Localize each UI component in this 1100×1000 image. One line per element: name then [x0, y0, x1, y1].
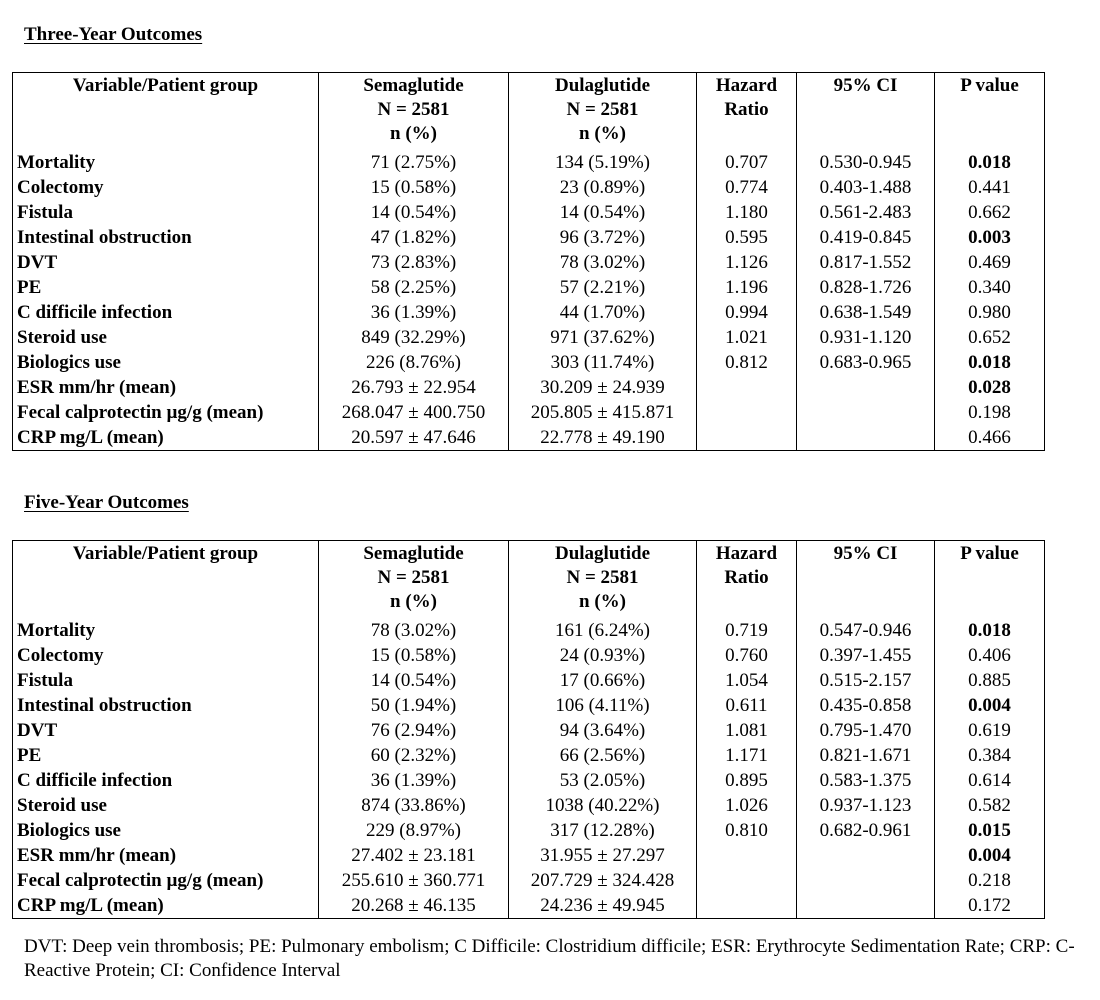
- table-row: [13, 893, 1045, 919]
- cell-ci: 0.828-1.726: [797, 275, 935, 300]
- cell-dulaglutide: 24 (0.93%): [509, 643, 697, 668]
- cell-hazard-ratio: [697, 893, 797, 919]
- cell-hazard-ratio: 1.021: [697, 325, 797, 350]
- header-variable: Variable/Patient group: [13, 541, 319, 619]
- cell-p-value: 0.469: [935, 250, 1045, 275]
- cell-p-value: 0.015: [935, 818, 1045, 843]
- row-label: C difficile infection: [13, 300, 319, 325]
- cell-hazard-ratio: [697, 400, 797, 425]
- row-label: Steroid use: [13, 325, 319, 350]
- cell-ci: 0.515-2.157: [797, 668, 935, 693]
- cell-p-value: 0.466: [935, 425, 1045, 451]
- cell-semaglutide: 226 (8.76%): [319, 350, 509, 375]
- row-label: Colectomy: [13, 643, 319, 668]
- cell-p-value: 0.384: [935, 743, 1045, 768]
- header-dulaglutide: Dulaglutide N = 2581 n (%): [509, 73, 697, 151]
- cell-semaglutide: 58 (2.25%): [319, 275, 509, 300]
- table-row: [13, 275, 1045, 300]
- cell-dulaglutide: 971 (37.62%): [509, 325, 697, 350]
- cell-semaglutide: 73 (2.83%): [319, 250, 509, 275]
- cell-hazard-ratio: 0.774: [697, 175, 797, 200]
- cell-p-value: 0.652: [935, 325, 1045, 350]
- cell-hazard-ratio: 1.054: [697, 668, 797, 693]
- cell-dulaglutide: 14 (0.54%): [509, 200, 697, 225]
- cell-p-value: 0.980: [935, 300, 1045, 325]
- cell-dulaglutide: 161 (6.24%): [509, 618, 697, 643]
- cell-semaglutide: 20.268 ± 46.135: [319, 893, 509, 919]
- three-year-title: Three-Year Outcomes: [24, 24, 203, 45]
- row-label: Fistula: [13, 668, 319, 693]
- cell-p-value: 0.004: [935, 843, 1045, 868]
- cell-hazard-ratio: 1.180: [697, 200, 797, 225]
- cell-hazard-ratio: 0.895: [697, 768, 797, 793]
- cell-ci: 0.547-0.946: [797, 618, 935, 643]
- cell-hazard-ratio: 1.171: [697, 743, 797, 768]
- header-ci: 95% CI: [797, 73, 935, 151]
- cell-p-value: 0.028: [935, 375, 1045, 400]
- row-label: Mortality: [13, 150, 319, 175]
- cell-ci: 0.937-1.123: [797, 793, 935, 818]
- three-year-table: [12, 72, 1045, 451]
- table-row: [13, 743, 1045, 768]
- row-label: C difficile infection: [13, 768, 319, 793]
- row-label: Colectomy: [13, 175, 319, 200]
- cell-semaglutide: 14 (0.54%): [319, 200, 509, 225]
- cell-p-value: 0.003: [935, 225, 1045, 250]
- cell-p-value: 0.340: [935, 275, 1045, 300]
- table-row: [13, 250, 1045, 275]
- cell-dulaglutide: 303 (11.74%): [509, 350, 697, 375]
- cell-semaglutide: 27.402 ± 23.181: [319, 843, 509, 868]
- cell-dulaglutide: 53 (2.05%): [509, 768, 697, 793]
- header-p-value: P value: [935, 541, 1045, 619]
- cell-semaglutide: 15 (0.58%): [319, 175, 509, 200]
- cell-hazard-ratio: 1.026: [697, 793, 797, 818]
- cell-ci: 0.682-0.961: [797, 818, 935, 843]
- table-row: [13, 643, 1045, 668]
- cell-dulaglutide: 30.209 ± 24.939: [509, 375, 697, 400]
- cell-dulaglutide: 22.778 ± 49.190: [509, 425, 697, 451]
- cell-dulaglutide: 205.805 ± 415.871: [509, 400, 697, 425]
- footnote: DVT: Deep vein thrombosis; PE: Pulmonary embolism; C Difficile: Clostridium difficile; ESR: Erythrocyte Sedimentation Rate; CRP: C-Reactive Protein; CI: Confidence Interval: [24, 936, 1075, 981]
- cell-ci: 0.583-1.375: [797, 768, 935, 793]
- cell-ci: 0.419-0.845: [797, 225, 935, 250]
- cell-semaglutide: 76 (2.94%): [319, 718, 509, 743]
- cell-semaglutide: 268.047 ± 400.750: [319, 400, 509, 425]
- cell-ci: 0.530-0.945: [797, 150, 935, 175]
- cell-dulaglutide: 17 (0.66%): [509, 668, 697, 693]
- row-label: Fecal calprotectin µg/g (mean): [13, 400, 319, 425]
- cell-hazard-ratio: [697, 843, 797, 868]
- cell-ci: 0.397-1.455: [797, 643, 935, 668]
- cell-hazard-ratio: 0.595: [697, 225, 797, 250]
- cell-hazard-ratio: 1.196: [697, 275, 797, 300]
- cell-p-value: 0.198: [935, 400, 1045, 425]
- row-label: Fecal calprotectin µg/g (mean): [13, 868, 319, 893]
- table-row: [13, 400, 1045, 425]
- cell-hazard-ratio: 1.126: [697, 250, 797, 275]
- cell-hazard-ratio: 0.719: [697, 618, 797, 643]
- row-label: PE: [13, 743, 319, 768]
- cell-p-value: 0.619: [935, 718, 1045, 743]
- row-label: Mortality: [13, 618, 319, 643]
- cell-semaglutide: 36 (1.39%): [319, 300, 509, 325]
- cell-ci: [797, 375, 935, 400]
- cell-dulaglutide: 106 (4.11%): [509, 693, 697, 718]
- cell-p-value: 0.218: [935, 868, 1045, 893]
- cell-semaglutide: 874 (33.86%): [319, 793, 509, 818]
- header-p-value: P value: [935, 73, 1045, 151]
- cell-p-value: 0.406: [935, 643, 1045, 668]
- cell-dulaglutide: 78 (3.02%): [509, 250, 697, 275]
- row-label: DVT: [13, 718, 319, 743]
- cell-ci: [797, 425, 935, 451]
- cell-semaglutide: 15 (0.58%): [319, 643, 509, 668]
- table-row: [13, 818, 1045, 843]
- cell-hazard-ratio: 1.081: [697, 718, 797, 743]
- cell-dulaglutide: 207.729 ± 324.428: [509, 868, 697, 893]
- table-row: [13, 350, 1045, 375]
- header-semaglutide: Semaglutide N = 2581 n (%): [319, 73, 509, 151]
- cell-semaglutide: 14 (0.54%): [319, 668, 509, 693]
- cell-ci: 0.821-1.671: [797, 743, 935, 768]
- cell-ci: 0.435-0.858: [797, 693, 935, 718]
- cell-semaglutide: 60 (2.32%): [319, 743, 509, 768]
- cell-hazard-ratio: 0.812: [697, 350, 797, 375]
- cell-p-value: 0.441: [935, 175, 1045, 200]
- cell-ci: 0.817-1.552: [797, 250, 935, 275]
- cell-semaglutide: 71 (2.75%): [319, 150, 509, 175]
- cell-semaglutide: 47 (1.82%): [319, 225, 509, 250]
- cell-hazard-ratio: 0.810: [697, 818, 797, 843]
- row-label: Intestinal obstruction: [13, 225, 319, 250]
- cell-semaglutide: 20.597 ± 47.646: [319, 425, 509, 451]
- cell-ci: [797, 893, 935, 919]
- header-ci: 95% CI: [797, 541, 935, 619]
- cell-p-value: 0.004: [935, 693, 1045, 718]
- cell-dulaglutide: 57 (2.21%): [509, 275, 697, 300]
- cell-p-value: 0.885: [935, 668, 1045, 693]
- table-row: [13, 325, 1045, 350]
- cell-hazard-ratio: [697, 868, 797, 893]
- cell-hazard-ratio: [697, 425, 797, 451]
- cell-semaglutide: 36 (1.39%): [319, 768, 509, 793]
- row-label: Steroid use: [13, 793, 319, 818]
- cell-hazard-ratio: 0.707: [697, 150, 797, 175]
- cell-semaglutide: 50 (1.94%): [319, 693, 509, 718]
- cell-dulaglutide: 66 (2.56%): [509, 743, 697, 768]
- cell-p-value: 0.662: [935, 200, 1045, 225]
- table-row: [13, 868, 1045, 893]
- table-row: [13, 693, 1045, 718]
- five-year-table: [12, 540, 1045, 919]
- cell-semaglutide: 78 (3.02%): [319, 618, 509, 643]
- cell-ci: 0.683-0.965: [797, 350, 935, 375]
- cell-dulaglutide: 44 (1.70%): [509, 300, 697, 325]
- table-row: [13, 768, 1045, 793]
- table-row: [13, 843, 1045, 868]
- cell-dulaglutide: 96 (3.72%): [509, 225, 697, 250]
- table-row: [13, 793, 1045, 818]
- cell-dulaglutide: 94 (3.64%): [509, 718, 697, 743]
- cell-ci: 0.403-1.488: [797, 175, 935, 200]
- cell-dulaglutide: 1038 (40.22%): [509, 793, 697, 818]
- cell-p-value: 0.614: [935, 768, 1045, 793]
- cell-ci: 0.638-1.549: [797, 300, 935, 325]
- table-row: [13, 375, 1045, 400]
- cell-p-value: 0.018: [935, 618, 1045, 643]
- cell-p-value: 0.582: [935, 793, 1045, 818]
- table-header-row: [13, 73, 1045, 151]
- cell-p-value: 0.172: [935, 893, 1045, 919]
- cell-hazard-ratio: 0.611: [697, 693, 797, 718]
- table-row: [13, 200, 1045, 225]
- row-label: Biologics use: [13, 818, 319, 843]
- cell-dulaglutide: 134 (5.19%): [509, 150, 697, 175]
- cell-ci: 0.795-1.470: [797, 718, 935, 743]
- header-variable: Variable/Patient group: [13, 73, 319, 151]
- cell-dulaglutide: 31.955 ± 27.297: [509, 843, 697, 868]
- row-label: Intestinal obstruction: [13, 693, 319, 718]
- cell-semaglutide: 229 (8.97%): [319, 818, 509, 843]
- row-label: ESR mm/hr (mean): [13, 843, 319, 868]
- table-row: [13, 718, 1045, 743]
- row-label: DVT: [13, 250, 319, 275]
- cell-ci: [797, 400, 935, 425]
- row-label: CRP mg/L (mean): [13, 893, 319, 919]
- cell-dulaglutide: 317 (12.28%): [509, 818, 697, 843]
- table-row: [13, 618, 1045, 643]
- cell-semaglutide: 26.793 ± 22.954: [319, 375, 509, 400]
- table-row: [13, 175, 1045, 200]
- cell-dulaglutide: 24.236 ± 49.945: [509, 893, 697, 919]
- cell-semaglutide: 849 (32.29%): [319, 325, 509, 350]
- cell-ci: [797, 868, 935, 893]
- row-label: ESR mm/hr (mean): [13, 375, 319, 400]
- five-year-title: Five-Year Outcomes: [24, 492, 189, 513]
- table-row: [13, 300, 1045, 325]
- row-label: Fistula: [13, 200, 319, 225]
- header-semaglutide: Semaglutide N = 2581 n (%): [319, 541, 509, 619]
- cell-hazard-ratio: [697, 375, 797, 400]
- row-label: PE: [13, 275, 319, 300]
- cell-p-value: 0.018: [935, 150, 1045, 175]
- cell-ci: 0.931-1.120: [797, 325, 935, 350]
- table-row: [13, 668, 1045, 693]
- cell-semaglutide: 255.610 ± 360.771: [319, 868, 509, 893]
- table-header-row: [13, 541, 1045, 619]
- cell-ci: [797, 843, 935, 868]
- row-label: CRP mg/L (mean): [13, 425, 319, 451]
- cell-p-value: 0.018: [935, 350, 1045, 375]
- table-row: [13, 150, 1045, 175]
- table-row: [13, 425, 1045, 451]
- cell-dulaglutide: 23 (0.89%): [509, 175, 697, 200]
- cell-hazard-ratio: 0.994: [697, 300, 797, 325]
- cell-ci: 0.561-2.483: [797, 200, 935, 225]
- header-dulaglutide: Dulaglutide N = 2581 n (%): [509, 541, 697, 619]
- header-hazard-ratio: Hazard Ratio: [697, 73, 797, 151]
- row-label: Biologics use: [13, 350, 319, 375]
- cell-hazard-ratio: 0.760: [697, 643, 797, 668]
- header-hazard-ratio: Hazard Ratio: [697, 541, 797, 619]
- table-row: [13, 225, 1045, 250]
